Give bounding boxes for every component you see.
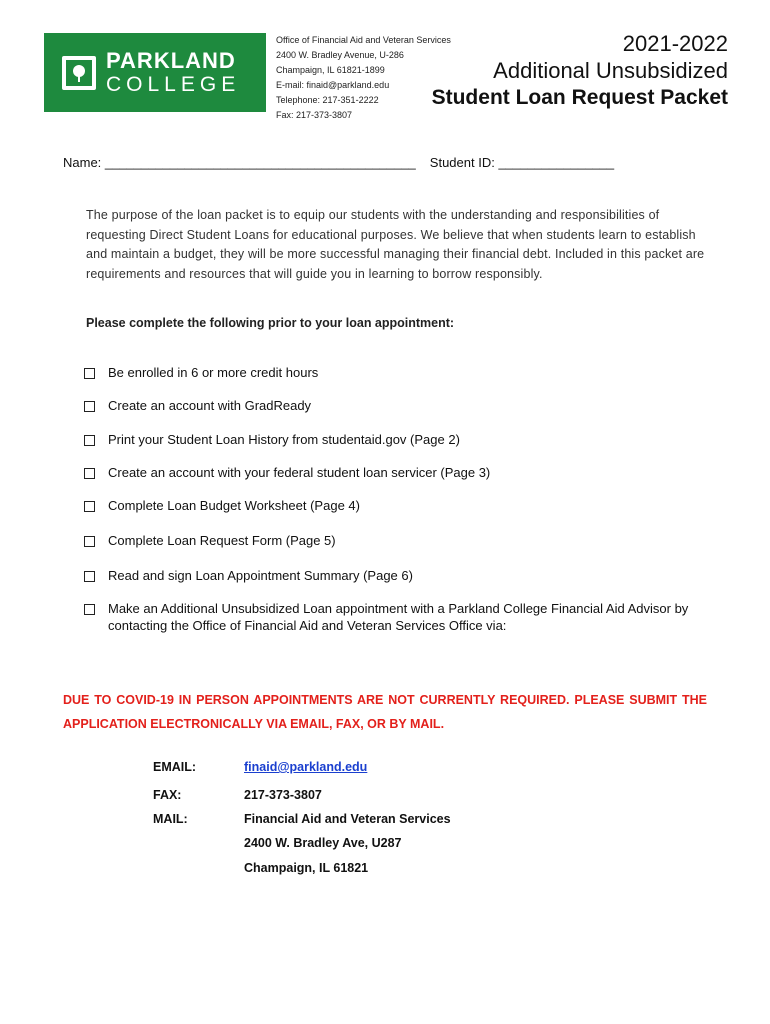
student-id-row <box>63 155 614 170</box>
mail-line-1: Financial Aid and Veteran Services <box>244 812 451 826</box>
mail-line-2: 2400 W. Bradley Ave, U287 <box>244 836 402 850</box>
office-fax: Fax: 217-373-3807 <box>276 110 353 120</box>
checklist-item-text: Create an account with your federal student loan servicer (Page 3) <box>108 465 491 480</box>
checklist-item-text: Create an account with GradReady <box>108 398 312 413</box>
logo-word-parkland: PARKLAND <box>106 48 236 73</box>
office-phone: Telephone: 217-351-2222 <box>276 95 379 105</box>
checkbox[interactable] <box>84 435 95 446</box>
office-city: Champaign, IL 61821-1899 <box>276 65 385 75</box>
checklist-item <box>84 464 704 481</box>
prerequisites-heading: Please complete the following prior to your loan appointment: <box>86 316 455 330</box>
name-field[interactable]: Name: ___________________________________________ <box>63 155 416 170</box>
document-title: Student Loan Request Packet <box>431 86 728 109</box>
logo-word-college: COLLEGE <box>106 73 241 96</box>
checklist-item <box>84 497 704 514</box>
checklist-item <box>84 532 704 549</box>
office-name: Office of Financial Aid and Veteran Services <box>276 35 451 45</box>
checklist-item-text: Complete Loan Request Form (Page 5) <box>108 533 336 548</box>
student-id-field[interactable]: Student ID: ________________ <box>429 155 615 170</box>
checkbox[interactable] <box>84 368 95 379</box>
checkbox[interactable] <box>84 401 95 412</box>
checklist-item <box>84 431 704 448</box>
award-year: 2021-2022 <box>622 31 728 56</box>
checklist-item <box>84 567 704 584</box>
document-title-block <box>432 30 728 111</box>
intro-paragraph: The purpose of the loan packet is to equip our students with the understanding and responsibilities of requesting Direct Student Loans for educational purposes. We believe that when students learn to establish and maintain a budget, they will be more successful managing their financial debt. Included in this packet are requirements and resources that will guide you in learning to borrow responsibly. <box>86 208 705 281</box>
parkland-college-logo <box>44 33 266 112</box>
checklist-item <box>84 364 704 381</box>
checklist-item-text: Be enrolled in 6 or more credit hours <box>108 365 319 380</box>
checklist-item <box>84 397 704 414</box>
checklist-item-text: Complete Loan Budget Worksheet (Page 4) <box>108 498 360 513</box>
checklist-item-text: Make an Additional Unsubsidized Loan appointment with a Parkland College Financial Aid Advisor by contacting the Office of Financial Aid and Veteran Services Office via: <box>108 601 689 633</box>
checkbox[interactable] <box>84 536 95 547</box>
fax-label: FAX: <box>153 788 182 802</box>
mail-label: MAIL: <box>153 812 188 826</box>
checklist-item-text: Print your Student Loan History from studentaid.gov (Page 2) <box>108 432 460 447</box>
fax-number: 217-373-3807 <box>244 788 322 802</box>
mail-line-3: Champaign, IL 61821 <box>244 861 369 875</box>
checklist-item <box>84 600 704 634</box>
checkbox[interactable] <box>84 571 95 582</box>
email-label: EMAIL: <box>153 760 197 774</box>
checkbox[interactable] <box>84 604 95 615</box>
checkbox[interactable] <box>84 501 95 512</box>
office-street: 2400 W. Bradley Avenue, U-286 <box>276 50 404 60</box>
office-address-block <box>276 33 451 123</box>
email-link[interactable]: finaid@parkland.edu <box>244 760 368 774</box>
checkbox[interactable] <box>84 468 95 479</box>
tree-icon <box>62 56 96 90</box>
document-subtitle: Additional Unsubsidized <box>493 58 728 83</box>
office-email: E-mail: finaid@parkland.edu <box>276 80 390 90</box>
covid-notice: DUE TO COVID-19 IN PERSON APPOINTMENTS ARE NOT CURRENTLY REQUIRED. PLEASE SUBMIT THE APPLICATION ELECTRONICALLY VIA EMAIL, FAX, OR BY MAIL. <box>63 693 707 731</box>
checklist-item-text: Read and sign Loan Appointment Summary (Page 6) <box>108 568 413 583</box>
